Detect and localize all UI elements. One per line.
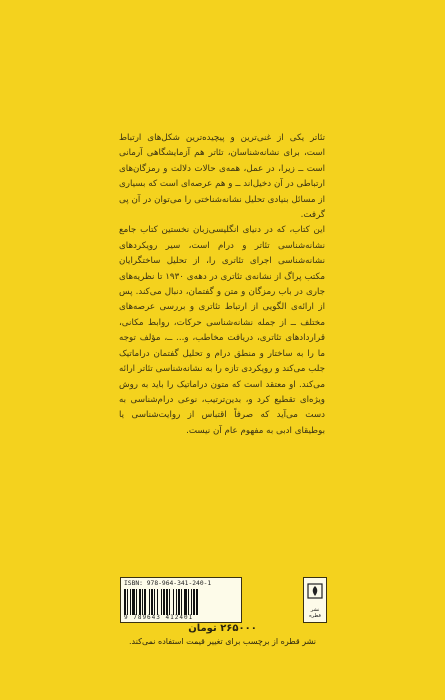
price: ۲۶۵۰۰۰ تومان	[188, 623, 257, 634]
isbn-barcode-label	[120, 577, 242, 623]
barcode-icon	[124, 589, 220, 615]
publisher-logo-text: نشر قطره	[309, 607, 321, 619]
publisher-logo-label	[303, 577, 327, 623]
back-cover-blurb	[119, 131, 325, 439]
blurb-paragraph-2: این کتاب، که در دنیای انگلیسی‌زبان نخستین کتاب جامع نشانه‌شناسی تئاتر و درام است، سیر رویکردهای نشانه‌شناسی اجرای تئاتری را، از تحلیل ساختگرایان مکتب پراگ از نشانه‌ی تئاتری در دهه‌ی ۱۹۳۰ تا نظریه‌های جاری در باب رمزگان و متن و گفتمان، دنبال می‌کند. پس از ارائه‌ی الگویی از ارتباط تئاتری و بررسی عرصه‌های مختلف ــ از جمله نشانه‌شناسی حرکات، روابط مکانی، قراردادهای تئاتری، دریافت مخاطب، و... ــ، مؤلف توجه ما را به ساختار و منطق درام و تحلیل گفتمان دراماتیک جلب می‌کند و رویکردی تازه را به نشانه‌شناسی تئاتر ارائه می‌کند. او معتقد است که متون دراماتیک را باید به روش ویژه‌ای تقطیع کرد و، بدین‌ترتیب، نوعی درام‌شناسی به دست می‌آید که صرفاً اقتباس از روایت‌شناسی یا بوطیقای ادبی به مفهوم عام آن نیست.	[119, 225, 325, 436]
publisher-logo-icon	[307, 583, 323, 599]
price-note: نشر قطره از برچسب برای تغییر قیمت استفاده نمی‌کند.	[128, 637, 316, 646]
barcode-number: 9 789643 412401	[124, 614, 194, 621]
blurb-paragraph-1: تئاتر یکی از غنی‌ترین و پیچیده‌ترین شکل‌های ارتباط است، برای نشانه‌شناسان، تئاتر هم آزمایشگاهی آرمانی است ــ زیرا، در عمل، همه‌ی حالات دلالت و رمزگان‌های ارتباطی در آن دخیل‌اند ــ و هم عرصه‌ای است که بسیاری از مسائل بنیادی تحلیل نشانه‌شناختی را می‌توان در آن پی گرفت.	[119, 133, 325, 221]
isbn-text: ISBN: 978-964-341-240-1	[124, 580, 212, 587]
